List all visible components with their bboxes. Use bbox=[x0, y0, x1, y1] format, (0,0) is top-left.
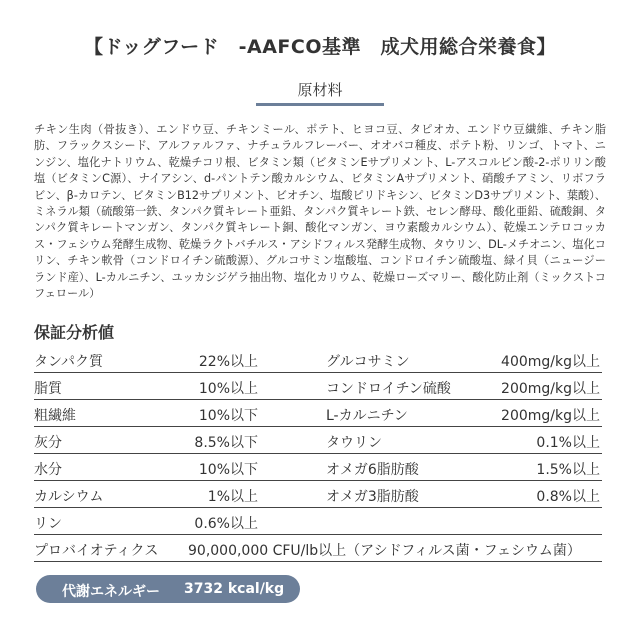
nutrient-name: 水分 bbox=[34, 462, 62, 478]
energy-value: 3732 kcal/kg bbox=[184, 581, 285, 597]
nutrient-name: オメガ3脂肪酸 bbox=[326, 489, 419, 505]
analysis-title: 保証分析値 bbox=[34, 323, 115, 342]
nutrient-name: グルコサミン bbox=[326, 354, 410, 370]
nutrient-value: 400mg/kg以上 bbox=[501, 354, 600, 370]
ingredients-text: チキン生肉（骨抜き）、エンドウ豆、チキンミール、ポテト、ヒヨコ豆、タピオカ、エンドウ豆繊維、チキン脂肪、フラックスシード、アルファルファ、ナチュラルフレーバー、オオバコ種皮、ポテト粉、リンゴ、トマト、ニンジン、塩化ナトリウム、乾燥チコリ根、ビタミン類（ビタミンEサプリメント、L-アスコルビン酸-2-ポリリン酸塩（ビタミンC源）、ナイアシン、d-パントテン酸カルシウム、ビタミンAサプリメント、硝酸チアミン、リボフラビン、β-カロテン、ビタミンB12サプリメント、ビオチン、塩酸ピリドキシン、ビタミンD3サプリメント、葉酸）、ミネラル類（硫酸第一鉄、タンパク質キレート亜鉛、タンパク質キレート鉄、セレン酵母、酸化亜鉛、硫酸銅、タンパク質キレートマンガン、タンパク質キレート銅、酸化マンガン、ヨウ素酸カルシウム）、乾燥エンテロコッカス・フェシウム発酵生成物、乾燥ラクトバチルス・アシドフィルス発酵生成物、タウリン、DL-メチオニン、塩化コリン、チキン軟骨（コンドロイチン硫酸源）、グルコサミン塩酸塩、コンドロイチン硫酸塩、緑イ貝（ニュージーランド産）、L-カルニチン、ユッカシジゲラ抽出物、塩化カリウム、乾燥ローズマリー、酸化防止剤（ミックストコフェロール） bbox=[34, 123, 606, 301]
nutrient-name: 脂質 bbox=[34, 381, 62, 397]
probiotics-row bbox=[34, 535, 602, 562]
table-row bbox=[34, 508, 602, 535]
nutrient-value: 200mg/kg以上 bbox=[501, 381, 600, 397]
nutrient-value: 1%以上 bbox=[207, 489, 258, 505]
nutrient-value: 10%以下 bbox=[198, 462, 258, 478]
nutrient-name: オメガ6脂肪酸 bbox=[326, 462, 419, 478]
energy-badge bbox=[36, 575, 300, 603]
table-row bbox=[34, 400, 602, 427]
nutrient-name: タウリン bbox=[326, 435, 382, 451]
table-row bbox=[34, 481, 602, 508]
nutrient-value: 8.5%以下 bbox=[194, 435, 258, 451]
nutrient-name: L-カルニチン bbox=[326, 408, 408, 424]
ingredients-heading: 原材料 bbox=[297, 81, 343, 99]
nutrient-value: 22%以上 bbox=[198, 354, 258, 370]
probiotics-value: 90,000,000 CFU/lb以上（アシドフィルス菌・フェシウム菌） bbox=[188, 543, 581, 559]
nutrient-value: 0.1%以上 bbox=[536, 435, 600, 451]
table-row bbox=[34, 427, 602, 454]
nutrient-value: 1.5%以上 bbox=[536, 462, 600, 478]
nutrient-name: カルシウム bbox=[34, 489, 104, 505]
nutrient-value: 10%以下 bbox=[198, 408, 258, 424]
nutrient-value: 10%以上 bbox=[198, 381, 258, 397]
nutrient-name: 粗繊維 bbox=[34, 408, 76, 424]
table-row bbox=[34, 373, 602, 400]
nutrient-name: リン bbox=[34, 516, 62, 532]
nutrient-value: 0.6%以上 bbox=[194, 516, 258, 532]
table-row bbox=[34, 346, 602, 373]
heading-underline bbox=[256, 103, 384, 106]
nutrient-value: 200mg/kg以上 bbox=[501, 408, 600, 424]
nutrient-name: タンパク質 bbox=[34, 354, 104, 370]
page-title: 【ドッグフード -AAFCO基準 成犬用総合栄養食】 bbox=[83, 36, 557, 58]
nutrient-name: 灰分 bbox=[34, 435, 62, 451]
energy-label: 代謝エネルギー bbox=[62, 584, 160, 600]
table-row bbox=[34, 454, 602, 481]
nutrient-value: 0.8%以上 bbox=[536, 489, 600, 505]
probiotics-name: プロバイオティクス bbox=[34, 543, 159, 559]
nutrient-name: コンドロイチン硫酸 bbox=[326, 381, 451, 397]
